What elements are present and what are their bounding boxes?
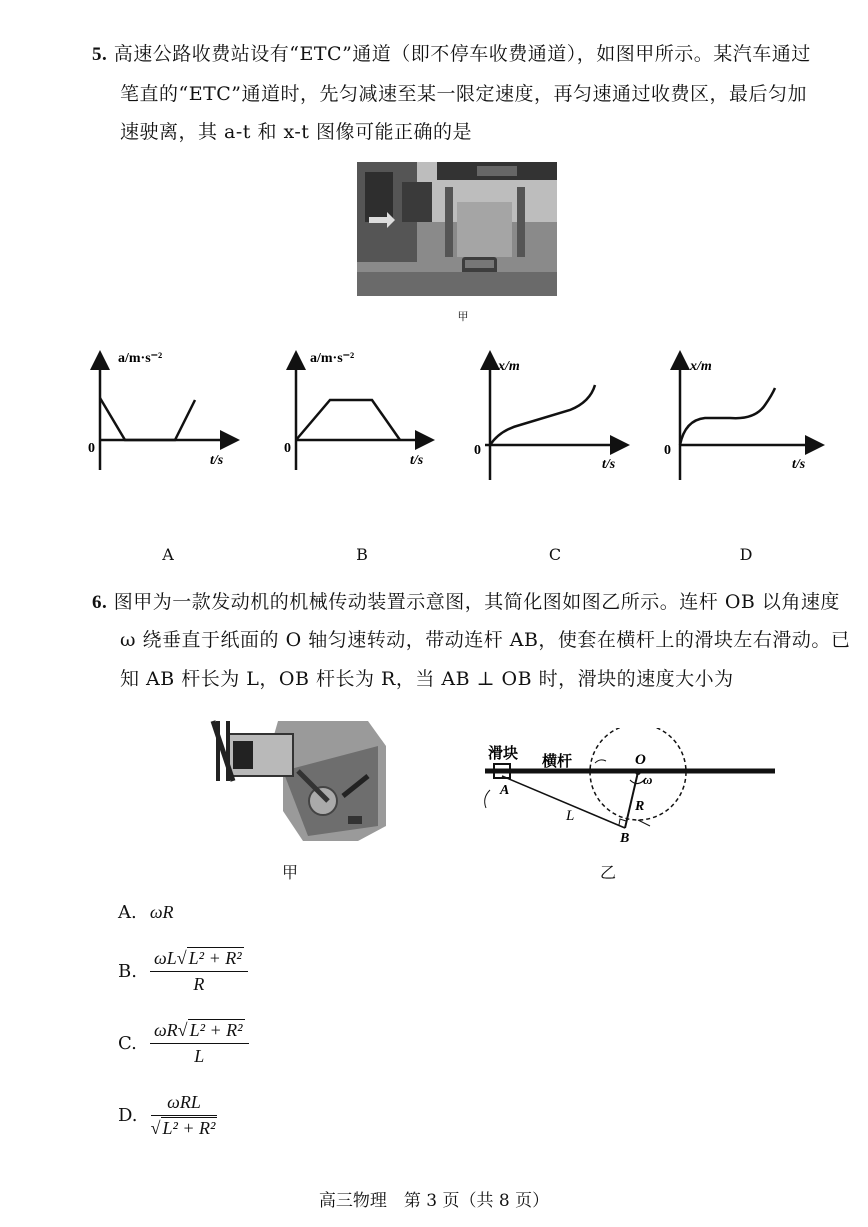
graph-c-origin: 0 <box>474 443 481 458</box>
label-r: R <box>635 799 645 814</box>
q6-option-b <box>118 948 248 995</box>
schematic-figure <box>480 728 780 848</box>
label-a: A <box>500 783 510 798</box>
label-bar: 横杆 <box>542 754 573 770</box>
option-b-den: R <box>193 974 205 994</box>
q5-option-b: B <box>356 545 368 564</box>
q6-line1 <box>92 584 840 621</box>
q6-option-c <box>118 1020 249 1067</box>
q5-text-1: 高速公路收费站设有“ETC”通道（即不停车收费通道），如图甲所示。某汽车通过 <box>113 43 811 65</box>
option-b-num: ωL <box>154 948 177 968</box>
etc-photo <box>357 162 557 296</box>
graph-d <box>664 355 820 480</box>
q5-option-d: D <box>739 545 753 564</box>
label-o: O <box>635 752 646 768</box>
graph-b-yaxis: a/m·s⁻² <box>310 351 355 366</box>
label-b: B <box>620 831 630 846</box>
graph-a-xaxis: t/s <box>210 453 224 468</box>
q6-line2: ω 绕垂直于纸面的 O 轴匀速转动，带动连杆 AB，使套在横杆上的滑块左右滑动。已 <box>120 629 851 651</box>
option-d-num: ωRL <box>151 1092 218 1116</box>
graph-d-yaxis: x/m <box>690 359 712 374</box>
graph-a-yaxis: a/m·s⁻² <box>118 351 163 366</box>
graph-c-yaxis: x/m <box>498 359 520 374</box>
option-b-frac: $\frac{\text{ωL√ L² + R²}}{R}$ <box>150 948 248 995</box>
option-d-label: D. <box>118 1105 138 1126</box>
option-b-label: B. <box>118 961 137 982</box>
q6-number: 6. <box>92 592 108 613</box>
graph-b <box>284 351 430 470</box>
fig2-caption: 乙 <box>599 863 616 882</box>
graph-a-origin: 0 <box>88 441 95 456</box>
graph-d-xaxis: t/s <box>792 457 806 472</box>
q5-number: 5. <box>92 44 108 65</box>
graph-a <box>88 351 235 470</box>
graph-b-xaxis: t/s <box>410 453 424 468</box>
q6-text-1: 图甲为一款发动机的机械传动装置示意图，其简化图如图乙所示。连杆 OB 以角速度 <box>113 591 840 613</box>
q5-line2: 笔直的“ETC”通道时，先匀减速至某一限定速度，再匀速通过收费区，最后匀加 <box>120 83 808 105</box>
option-a-label: A. <box>118 902 137 923</box>
option-c-frac: $\frac{\text{ωR√ L² + R²}}{L}$ <box>150 1020 249 1067</box>
option-c-sqrt: L² + R² <box>189 1020 243 1040</box>
q5-option-a: A <box>162 545 174 564</box>
q6-line3: 知 AB 杆长为 L，OB 杆长为 R，当 AB ⊥ OB 时，滑块的速度大小为 <box>120 668 734 690</box>
option-d-frac: $\frac{\text{ωRL}}{\text{√ L² + R²}}$ <box>150 1092 216 1138</box>
q6-option-d <box>118 1092 217 1139</box>
graph-c <box>474 355 625 480</box>
q5-line1 <box>92 36 811 73</box>
option-c-label: C. <box>118 1033 137 1054</box>
label-omega: ω <box>643 772 653 787</box>
graph-c-xaxis: t/s <box>602 457 616 472</box>
q5-line3: 速驶离，其 a-t 和 x-t 图像可能正确的是 <box>120 121 472 143</box>
graph-b-origin: 0 <box>284 441 291 456</box>
graph-d-origin: 0 <box>664 443 671 458</box>
q5-option-c: C <box>548 545 562 564</box>
option-a-expr: ωR <box>149 902 174 922</box>
label-l: L <box>566 808 575 824</box>
q6-option-a <box>118 902 174 923</box>
photo-caption: 甲 <box>457 310 469 323</box>
q5-graphs <box>80 340 860 480</box>
option-c-num: ωR <box>153 1020 178 1040</box>
option-d-den-sqrt: L² + R² <box>162 1118 216 1138</box>
engine-figure <box>208 716 388 841</box>
fig1-caption: 甲 <box>281 863 298 882</box>
option-b-sqrt: L² + R² <box>188 948 242 968</box>
option-c-den: L <box>194 1046 205 1066</box>
page-footer: 高三物理 第 3 页（共 8 页） <box>318 1191 550 1211</box>
label-slider: 滑块 <box>488 746 519 762</box>
